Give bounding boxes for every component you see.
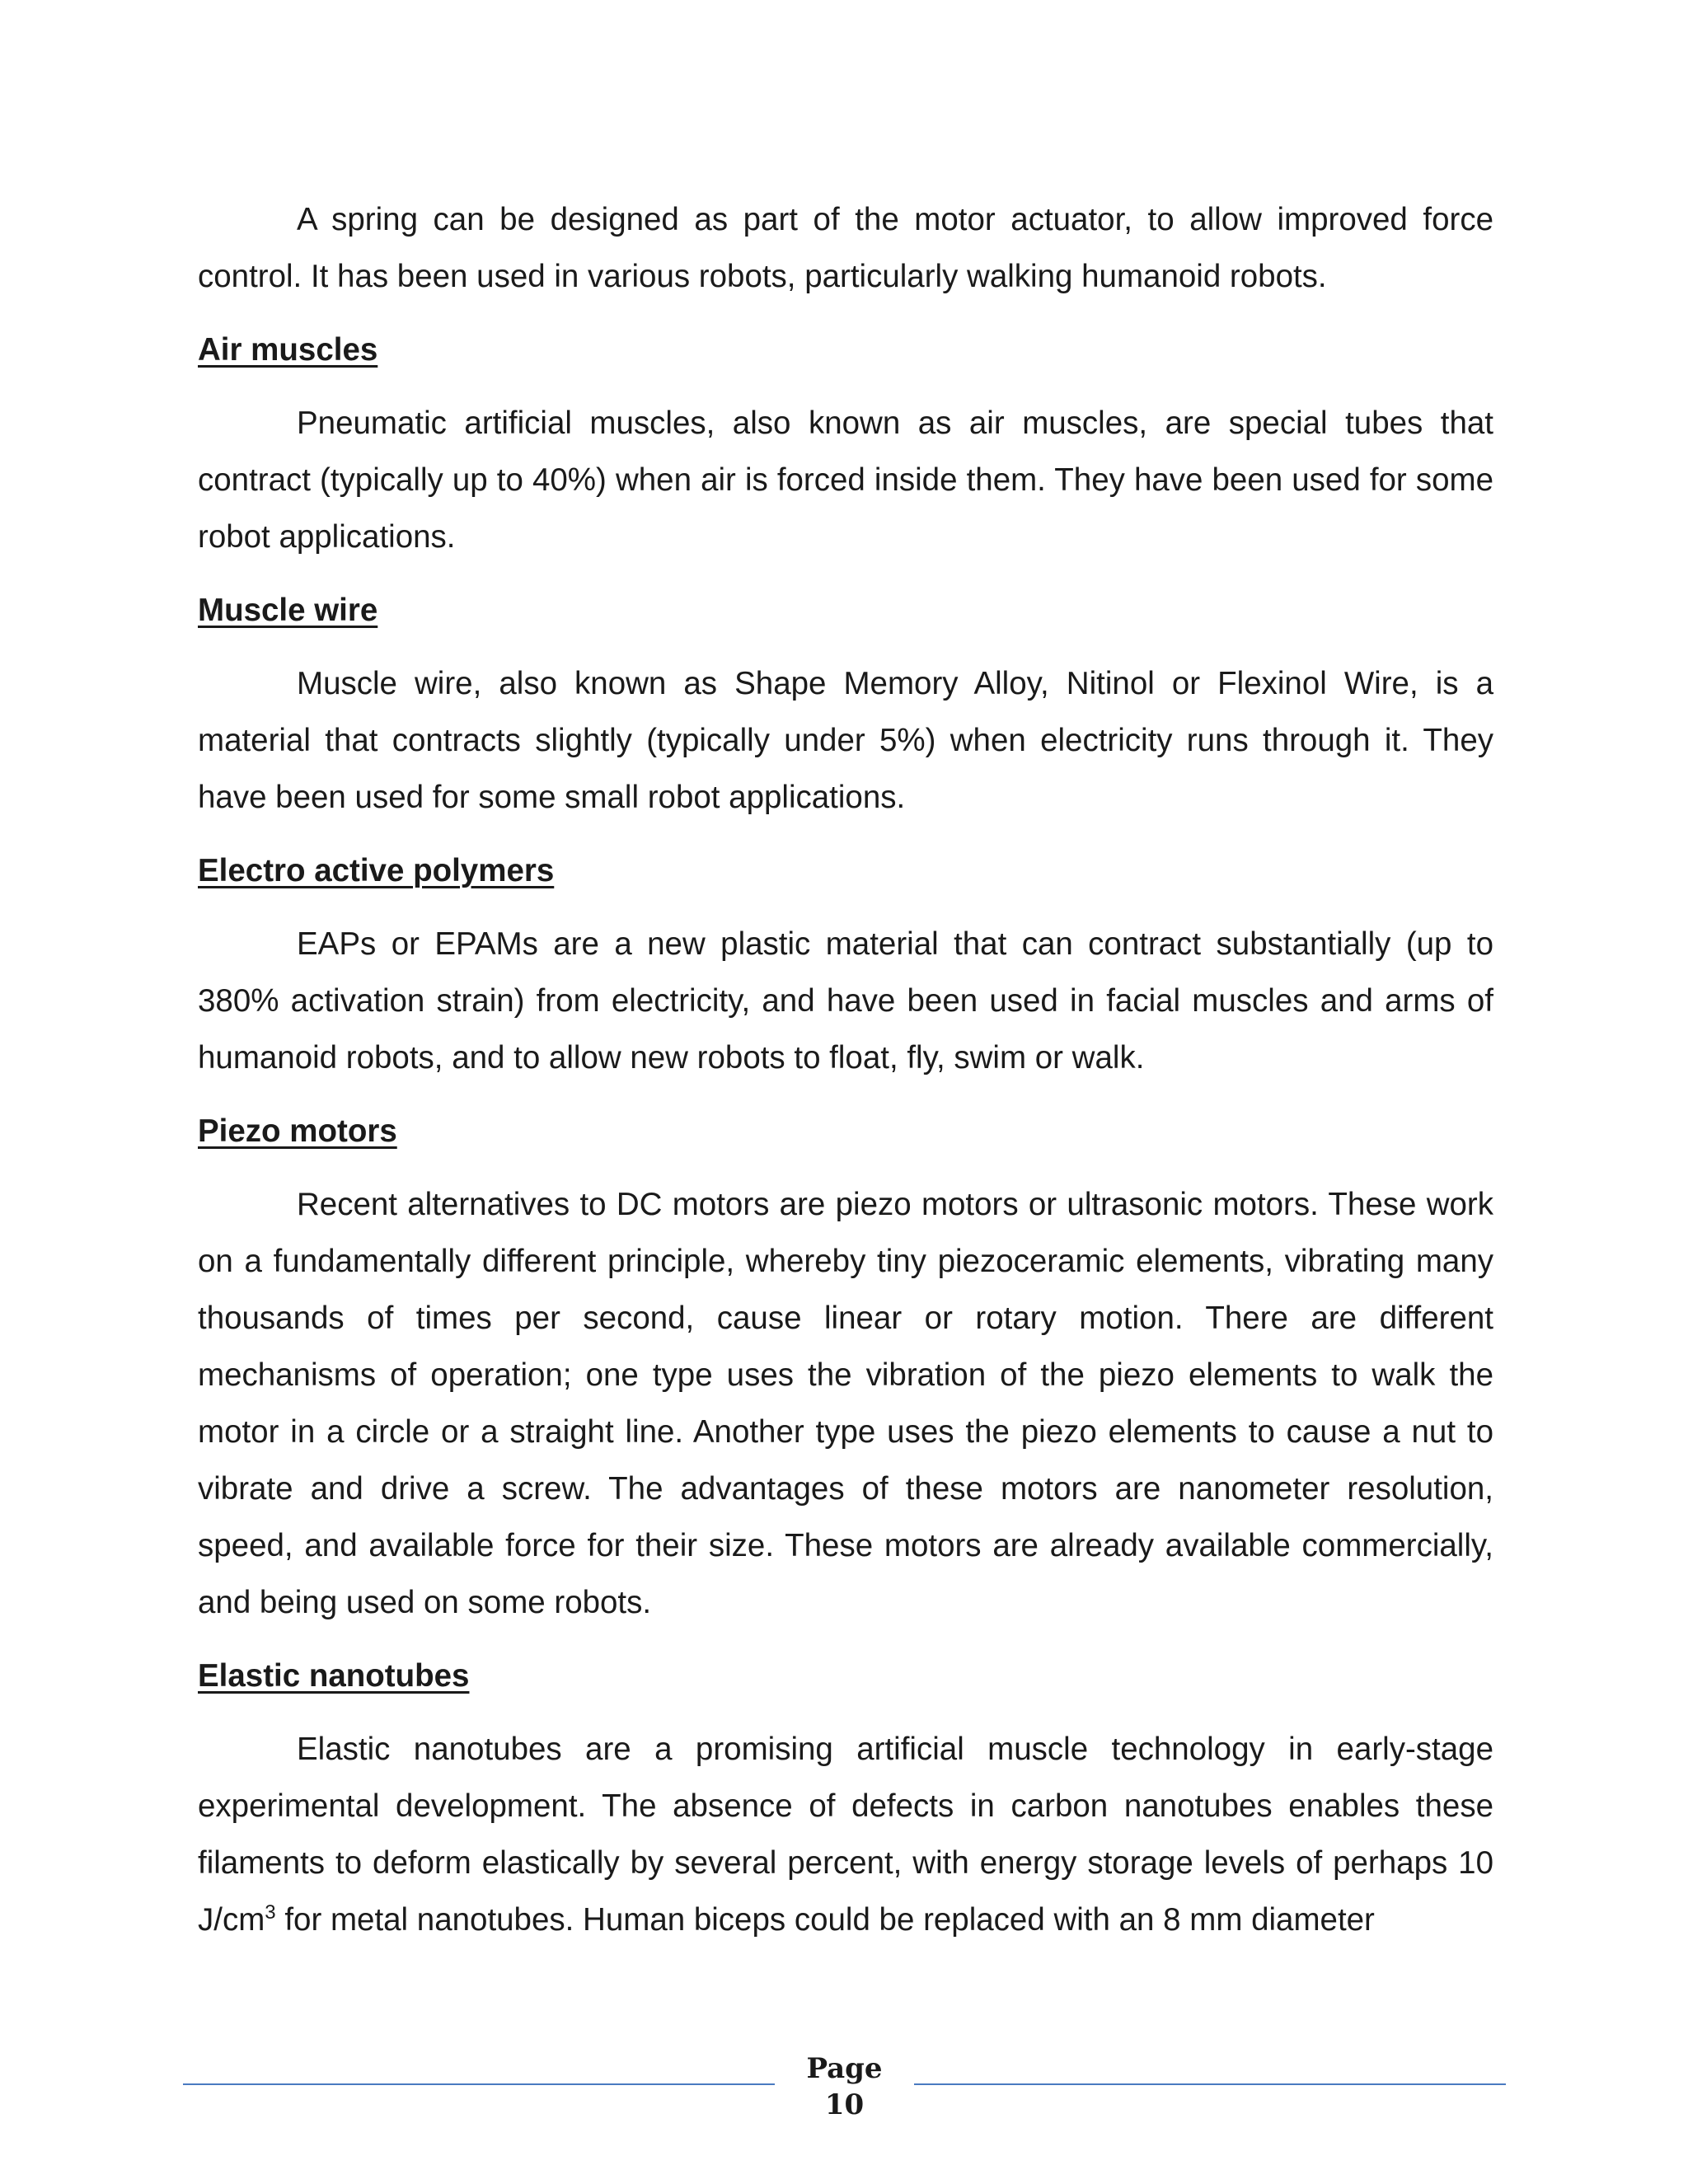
section-paragraph: Pneumatic artificial muscles, also known as air muscles, are special tubes that contract (typically up to 40%) when air is forced inside them. They have been used for some robot applications. <box>198 405 1493 555</box>
paragraph-text: Elastic nanotubes are a promising artificial muscle technology in early-stage experimental development. The absence of defects in carbon nanotubes enables these filaments to deform elastically by several percent, with energy storage levels of perhaps 10 J/cm <box>198 1732 1493 1938</box>
section-paragraph: EAPs or EPAMs are a new plastic material that can contract substantially (up to 380% activation strain) from electricity, and have been used in facial muscles and arms of humanoid robots, and to allow new robots to float, fly, swim or walk. <box>198 926 1493 1076</box>
superscript: 3 <box>265 1901 276 1924</box>
section-heading: Elastic nanotubes <box>198 1658 470 1694</box>
section-muscle-wire <box>198 582 1493 826</box>
document-body <box>198 191 1493 1965</box>
footer-rule-right <box>914 2083 1506 2085</box>
paragraph-text: for metal nanotubes. Human biceps could be replaced with an 8 mm diameter <box>275 1902 1375 1938</box>
section-electro-active-polymers <box>198 842 1493 1086</box>
page-number-label <box>775 2050 914 2123</box>
page-label: Page <box>806 2052 883 2085</box>
intro-paragraph: A spring can be designed as part of the motor actuator, to allow improved force control. It has been used in various robots, particularly walking humanoid robots. <box>198 202 1493 294</box>
page-number: 10 <box>824 2088 865 2121</box>
section-paragraph: Recent alternatives to DC motors are piezo motors or ultrasonic motors. These work on a fundamentally different principle, whereby tiny piezoceramic elements, vibrating many thousands of times per second, cause linear or rotary motion. There are different mechanisms of operation; one type uses the vibration of the piezo elements to walk the motor in a circle or a straight line. Another type uses the piezo elements to cause a nut to vibrate and drive a screw. The advantages of these motors are nanometer resolution, speed, and available force for their size. These motors are already available commercially, and being used on some robots. <box>198 1187 1493 1620</box>
section-air-muscles <box>198 321 1493 565</box>
section-heading: Air muscles <box>198 332 378 368</box>
section-heading: Muscle wire <box>198 593 378 628</box>
section-heading: Electro active polymers <box>198 853 555 888</box>
page-footer <box>183 2050 1506 2125</box>
section-piezo-motors <box>198 1103 1493 1631</box>
section-paragraph: Muscle wire, also known as Shape Memory Alloy, Nitinol or Flexinol Wire, is a material that contracts slightly (typically under 5%) when electricity runs through it. They have been used for some small robot applications. <box>198 666 1493 815</box>
footer-rule-left <box>183 2083 775 2085</box>
section-paragraph <box>198 1721 1493 1948</box>
section-heading: Piezo motors <box>198 1113 397 1149</box>
section-elastic-nanotubes <box>198 1647 1493 1948</box>
